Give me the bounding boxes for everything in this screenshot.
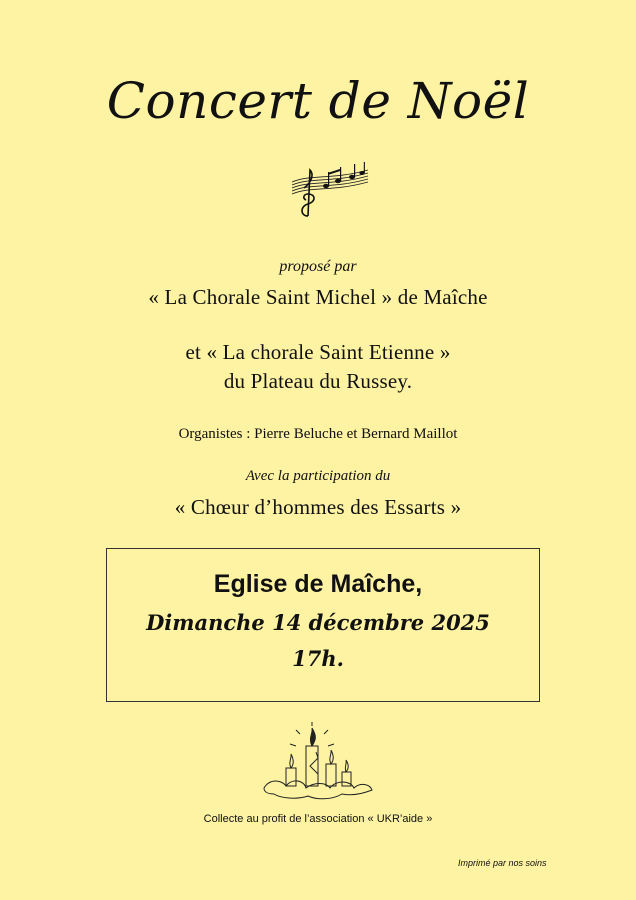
choeur-essarts: « Chœur d’hommes des Essarts » [174,495,462,519]
organists: Organistes : Pierre Beluche et Bernard Maillot [178,426,458,442]
poster-title: Concert de Noël [106,72,530,130]
event-location: Eglise de Maîche, [213,570,423,598]
candles-icon [256,722,376,802]
event-time: 17h. [292,646,344,671]
printed-note: Imprimé par nos soins [458,858,547,868]
music-notes-icon [282,160,372,220]
chorale-plateau: du Plateau du Russey. [223,369,413,393]
chorale-saint-etienne: et « La chorale Saint Etienne » [185,340,451,364]
event-date: Dimanche 14 décembre 2025 [146,610,490,635]
participation-intro: Avec la participation du [245,468,391,484]
collecte-note: Collecte au profit de l’association « UKR’aide » [203,813,433,825]
chorale-saint-michel: « La Chorale Saint Michel » de Maîche [148,285,488,309]
proposed-by: proposé par [279,258,357,275]
